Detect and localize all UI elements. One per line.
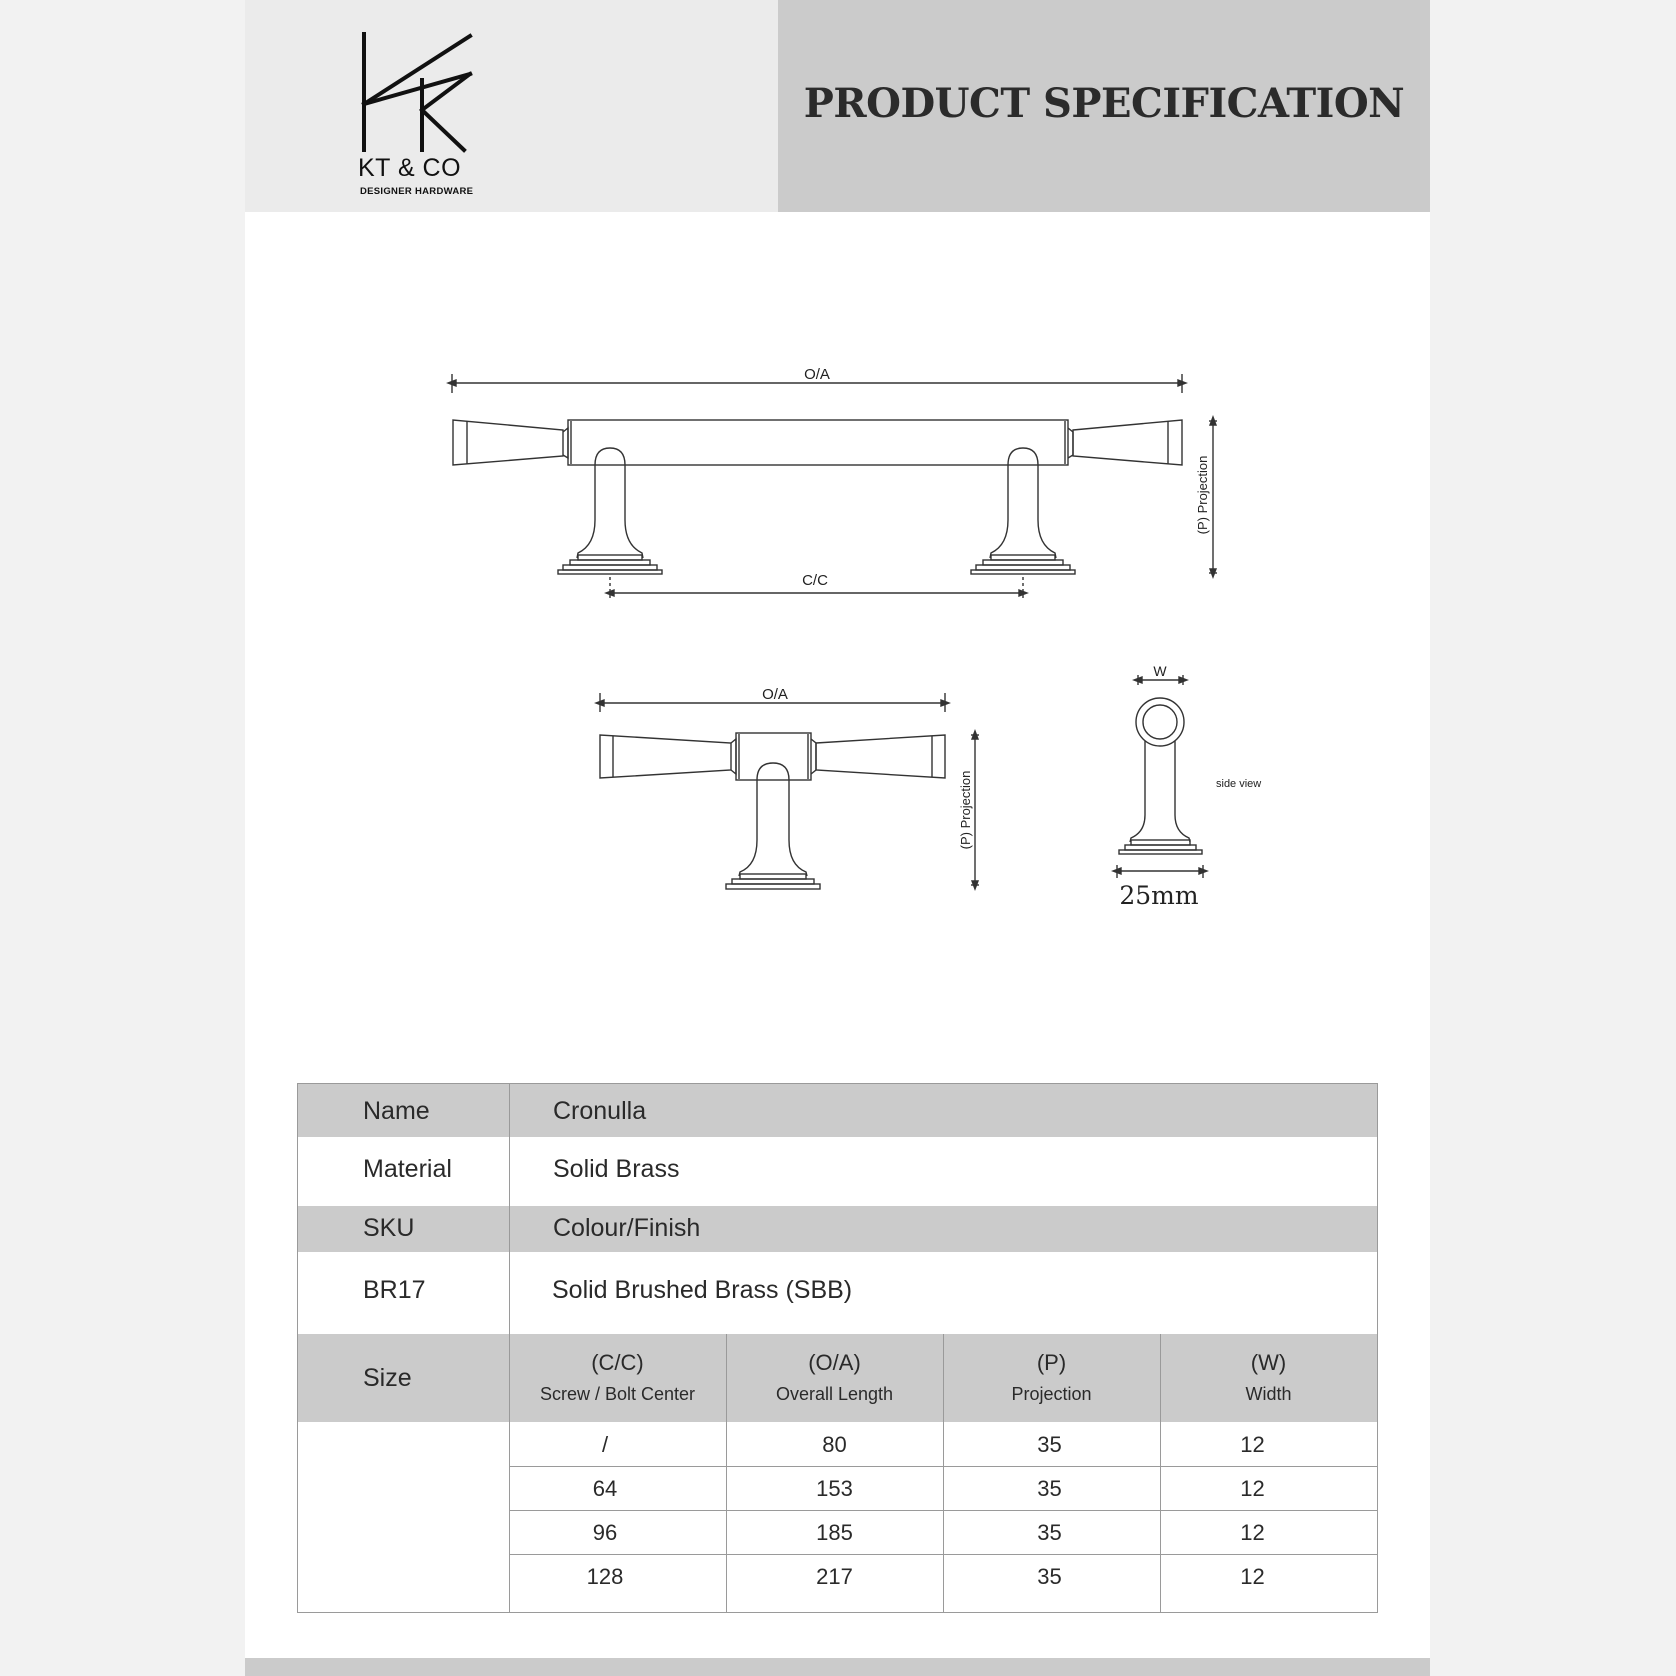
material-label: Material [363, 1155, 452, 1183]
page-title: PRODUCT SPECIFICATION [803, 80, 1405, 127]
table-cell: 128 [586, 1564, 624, 1589]
oa-dimension-label-knob: O/A [762, 686, 788, 703]
width-dimension-label: W [1153, 663, 1167, 679]
table-cell: 35 [1037, 1520, 1062, 1545]
column-code-w: (W) [1250, 1350, 1287, 1375]
table-cell: 185 [816, 1520, 853, 1545]
column-code-cc: (C/C) [591, 1350, 644, 1375]
table-cell: 35 [1037, 1432, 1062, 1457]
name-row [298, 1084, 1377, 1137]
table-cell: 35 [1037, 1564, 1062, 1589]
table-divider [509, 1554, 1377, 1555]
finish-label: Colour/Finish [553, 1214, 701, 1242]
logo-tagline: DESIGNER HARDWARE [360, 186, 474, 197]
side-view-label: side view [1216, 778, 1262, 790]
table-cell: 153 [816, 1476, 853, 1501]
finish-value: Solid Brushed Brass (SBB) [552, 1276, 853, 1304]
sku-value: BR17 [363, 1276, 426, 1304]
cc-dimension-label: C/C [802, 572, 828, 589]
sku-value-row [298, 1252, 1377, 1334]
knob-side-view [1113, 675, 1207, 878]
footer-band [245, 1658, 1430, 1676]
table-cell: 35 [1037, 1476, 1062, 1501]
table-cell: 80 [822, 1432, 847, 1457]
base-width-label: 25mm [1119, 881, 1199, 910]
table-cell: 64 [592, 1476, 618, 1501]
column-header-cc [509, 1350, 726, 1405]
column-desc-oa: Overall Length [775, 1384, 894, 1404]
column-desc-w: Width [1245, 1384, 1292, 1404]
table-cell: 12 [1240, 1476, 1265, 1501]
kt-co-logo-icon [360, 30, 490, 155]
column-code-p: (P) [1036, 1350, 1067, 1375]
logo-brand-name: KT & CO [358, 154, 462, 182]
sku-label: SKU [363, 1214, 415, 1242]
sku-header-row [298, 1206, 1377, 1252]
header-logo-panel [245, 0, 778, 212]
projection-label-knob: (P) Projection [958, 770, 973, 850]
column-header-p [943, 1350, 1160, 1405]
name-value: Cronulla [553, 1097, 647, 1125]
oa-dimension-label: O/A [804, 366, 830, 383]
spec-sheet-page [245, 0, 1430, 1676]
table-cell: 217 [816, 1564, 853, 1589]
projection-label-top: (P) Projection [1195, 455, 1210, 535]
table-cell: 96 [592, 1520, 618, 1545]
table-cell: 12 [1240, 1432, 1265, 1457]
column-code-oa: (O/A) [808, 1350, 861, 1375]
name-label: Name [363, 1097, 430, 1125]
technical-drawing [245, 340, 1430, 920]
table-divider [509, 1466, 1377, 1467]
table-cell: 12 [1240, 1520, 1265, 1545]
column-desc-p: Projection [1011, 1384, 1092, 1404]
material-row [298, 1137, 1377, 1206]
table-cell: / [601, 1432, 609, 1457]
pull-handle-front-view [448, 374, 1217, 600]
size-label: Size [363, 1364, 412, 1392]
column-header-w [1160, 1350, 1377, 1405]
table-cell: 12 [1240, 1564, 1265, 1589]
material-value: Solid Brass [553, 1155, 680, 1183]
column-desc-cc: Screw / Bolt Center [539, 1384, 696, 1404]
column-header-oa [726, 1350, 943, 1405]
table-divider [509, 1510, 1377, 1511]
knob-front-view [596, 693, 979, 889]
specification-table [297, 1083, 1378, 1613]
size-header-row [298, 1334, 1377, 1422]
header-title-panel [778, 0, 1430, 212]
